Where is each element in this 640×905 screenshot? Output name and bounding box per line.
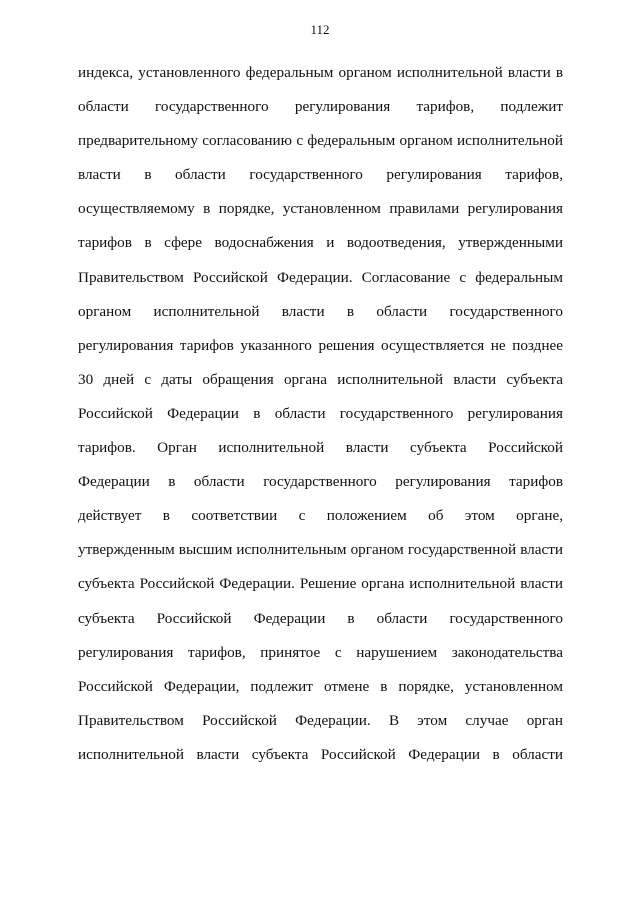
text-line: предварительному согласованию с федеральным органом исполнительной: [78, 132, 563, 150]
text-line: области государственного регулирования тарифов, подлежит: [78, 98, 563, 116]
text-line: власти в области государственного регулирования тарифов,: [78, 166, 563, 184]
text-line: Российской Федерации, подлежит отмене в порядке, установленном: [78, 677, 563, 695]
text-line: субъекта Российской Федерации в области государственного: [78, 609, 563, 627]
text-line: Правительством Российской Федерации. В этом случае орган: [78, 711, 563, 729]
text-line: регулирования тарифов, принятое с нарушением законодательства: [78, 643, 563, 661]
text-line: 30 дней с даты обращения органа исполнительной власти субъекта: [78, 370, 563, 388]
text-line: утвержденным высшим исполнительным органом государственной власти: [78, 541, 563, 559]
body-text: [78, 61, 563, 777]
text-line: исполнительной власти субъекта Российской Федерации в области: [78, 745, 563, 763]
text-line: действует в соответствии с положением об этом органе,: [78, 507, 563, 525]
text-line: Федерации в области государственного регулирования тарифов: [78, 473, 563, 491]
text-line: Правительством Российской Федерации. Согласование с федеральным: [78, 268, 563, 286]
text-line: органом исполнительной власти в области государственного: [78, 302, 563, 320]
text-line: индекса, установленного федеральным органом исполнительной власти в: [78, 64, 563, 81]
text-line: регулирования тарифов указанного решения осуществляется не позднее: [78, 336, 563, 354]
text-line: тарифов в сфере водоснабжения и водоотведения, утвержденными: [78, 234, 563, 252]
text-line: осуществляемому в порядке, установленном правилами регулирования: [78, 200, 563, 218]
page-number: 112: [310, 22, 330, 37]
text-line: тарифов. Орган исполнительной власти субъекта Российской: [78, 439, 563, 457]
text-line: Российской Федерации в области государственного регулирования: [78, 404, 563, 422]
text-line: субъекта Российской Федерации. Решение органа исполнительной власти: [78, 575, 563, 593]
